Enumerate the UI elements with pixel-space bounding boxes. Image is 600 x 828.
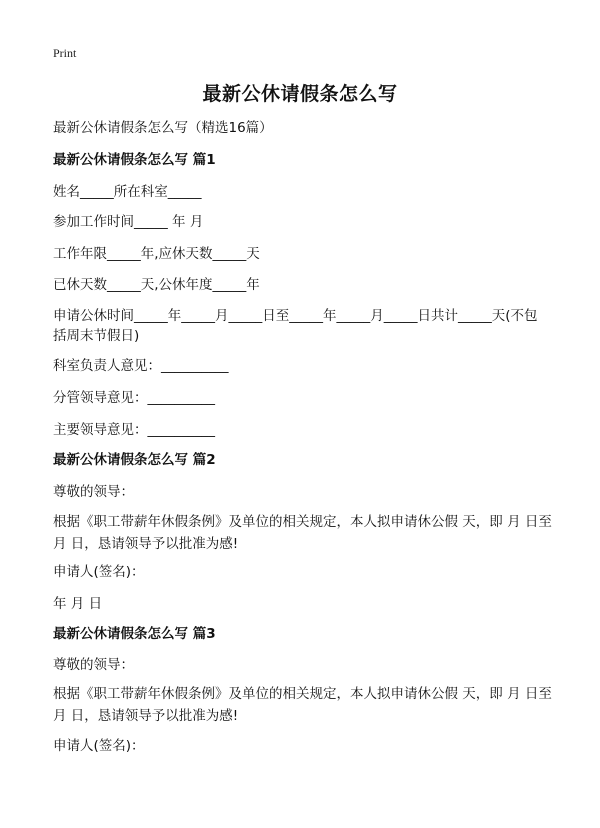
section-3-applicant: 申请人(签名)： (53, 738, 145, 754)
section-3-heading: 最新公休请假条怎么写 篇3 (53, 626, 216, 642)
field-leave-period: 申请公休时间_____年_____月_____日至_____年_____月_____日共计_____天(不包 (53, 308, 538, 324)
page-title: 最新公休请假条怎么写 (202, 83, 398, 105)
field-main-leader-opinion: 主要领导意见：__________ (53, 422, 215, 438)
field-name-department: 姓名_____所在科室_____ (53, 184, 202, 200)
document-subtitle: 最新公休请假条怎么写（精选16篇） (53, 120, 273, 136)
field-dept-head-opinion: 科室负责人意见：__________ (53, 358, 229, 374)
field-leave-period-note: 括周末节假日) (53, 328, 140, 344)
field-rested-days: 已休天数_____天,公休年度_____年 (53, 277, 260, 293)
field-work-years: 工作年限_____年,应休天数_____天 (53, 246, 260, 262)
section-2-applicant: 申请人(签名)： (53, 564, 145, 580)
field-branch-leader-opinion: 分管领导意见：__________ (53, 390, 215, 406)
section-2-body: 根据《职工带薪年休假条例》及单位的相关规定，本人拟申请休公假 天，即 月 日至 月 日，恳请领导予以批准为感! (53, 514, 552, 552)
section-2-heading: 最新公休请假条怎么写 篇2 (53, 452, 216, 468)
section-1-heading: 最新公休请假条怎么写 篇1 (53, 152, 216, 168)
section-3-salutation: 尊敬的领导： (53, 657, 134, 673)
section-3-body: 根据《职工带薪年休假条例》及单位的相关规定，本人拟申请休公假 天，即 月 日至 月 日，恳请领导予以批准为感! (53, 686, 552, 724)
section-2-salutation: 尊敬的领导： (53, 484, 134, 500)
section-2-date: 年 月 日 (53, 596, 103, 612)
print-label: Print (53, 46, 77, 60)
field-work-start-time: 参加工作时间_____ 年 月 (53, 214, 204, 230)
